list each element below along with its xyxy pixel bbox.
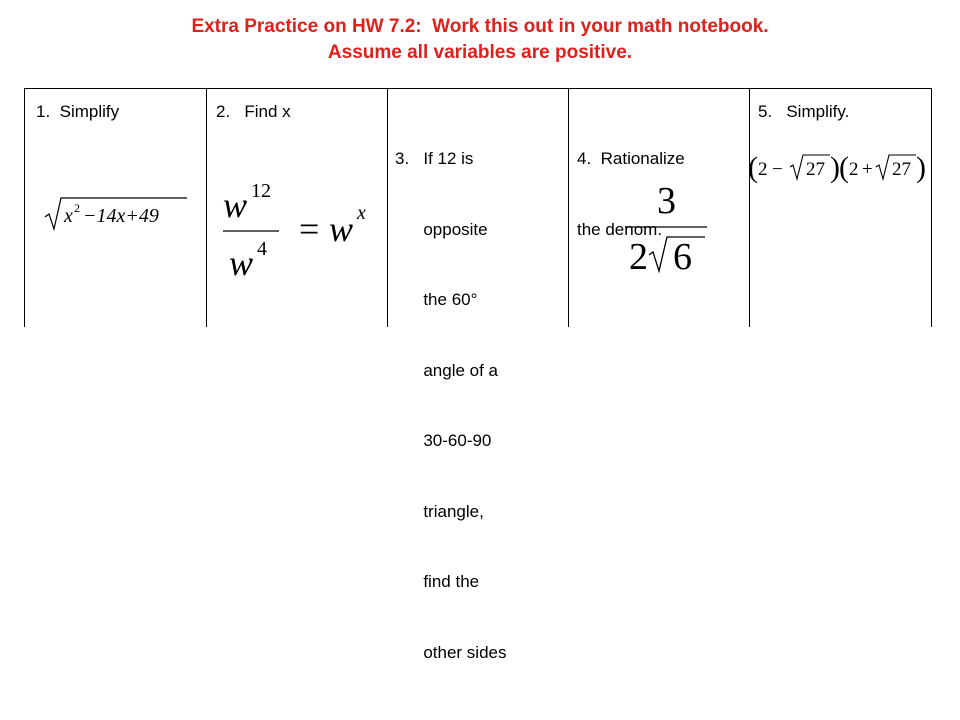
problem-1-rest: −14x+49 — [83, 205, 159, 227]
problem-3-line: triangle, — [395, 501, 484, 521]
problem-2-label: 2. Find x — [216, 102, 291, 121]
radicand: 27 — [806, 159, 825, 180]
problem-1-expression — [43, 195, 188, 236]
problem-2-cell — [206, 89, 387, 327]
problem-1-label: 1. Simplify — [36, 102, 120, 121]
numerator-exponent: 12 — [251, 180, 271, 202]
problem-4-line: the denom. — [577, 219, 663, 239]
problem-5-expression — [748, 147, 938, 192]
problem-2-equation — [223, 179, 383, 294]
title-line-1: Extra Practice on HW 7.2: Work this out in your math notebook. — [191, 16, 769, 37]
problem-4-fraction — [625, 175, 715, 280]
problem-1-exponent: 2 — [74, 201, 80, 215]
problem-5-label: 5. Simplify. — [758, 102, 850, 121]
fraction-numerator: 3 — [657, 180, 676, 222]
problem-4-line: 4. Rationalize — [577, 149, 685, 168]
problem-3-line: other sides — [395, 642, 507, 662]
problem-3-cell — [387, 89, 568, 662]
problem-table — [24, 88, 932, 662]
denominator-radicand: 6 — [673, 236, 692, 278]
denominator-base: w — [229, 243, 254, 283]
equals-sign: = — [299, 209, 320, 249]
denominator-coefficient: 2 — [629, 236, 648, 278]
problem-5-cell — [749, 89, 932, 327]
plus-sign: + — [862, 159, 873, 180]
denominator-exponent: 4 — [257, 238, 267, 260]
problem-3-line: 3. If 12 is — [395, 149, 474, 168]
right-paren: ) — [916, 151, 926, 184]
problem-4-cell — [568, 89, 749, 327]
numerator-base: w — [223, 185, 248, 225]
problem-3-label — [395, 100, 507, 711]
problem-3-line: 30-60-90 — [395, 431, 492, 450]
left-paren: ( — [748, 151, 758, 184]
radical-sign-icon — [43, 195, 188, 231]
problem-3-line: find the — [395, 572, 480, 591]
worksheet-title — [0, 14, 960, 66]
problem-3-line: opposite — [395, 219, 488, 239]
term-a: 2 — [758, 159, 768, 180]
right-paren: ) — [830, 151, 840, 184]
problem-3-line: angle of a — [395, 360, 499, 380]
title-line-2: Assume all variables are positive. — [327, 42, 633, 63]
problem-1-cell — [24, 89, 206, 327]
rhs-exponent: x — [357, 202, 366, 224]
term-a: 2 — [849, 159, 859, 180]
rhs-base: w — [329, 209, 354, 249]
problem-1-x: x — [64, 205, 73, 227]
radicand: 27 — [892, 159, 911, 180]
problem-3-line: the 60° — [395, 290, 478, 309]
minus-sign: − — [772, 159, 783, 180]
left-paren: ( — [839, 151, 849, 184]
